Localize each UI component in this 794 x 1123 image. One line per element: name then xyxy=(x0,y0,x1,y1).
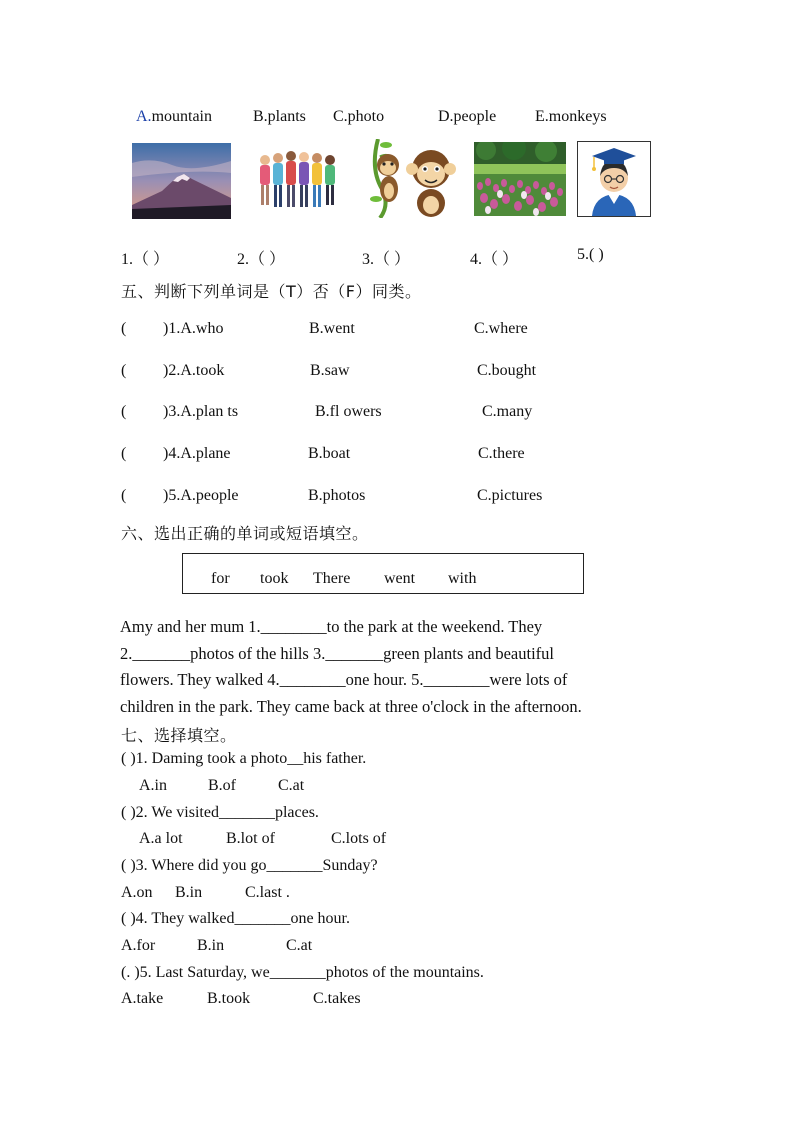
word-bank-item: went xyxy=(384,570,416,587)
word-bank-item: took xyxy=(260,570,289,587)
s7-q2-option-c: C.lots of xyxy=(331,830,387,847)
s7-q5-option-a: A.take xyxy=(121,990,164,1007)
s5-row5-a: )5.A.people xyxy=(163,487,239,504)
option-a-word: mountain xyxy=(151,108,212,125)
s7-q1-option-b: B.of xyxy=(208,777,236,794)
cloze-passage xyxy=(120,614,650,720)
s5-row1-paren[interactable]: ( xyxy=(121,320,127,337)
s5-row2-c: C.bought xyxy=(477,362,537,379)
section5-heading: 五、判断下列单词是（T）否（F）同类。 xyxy=(121,282,422,301)
passage-line: Amy and her mum 1.________to the park at the weekend. They xyxy=(120,617,543,636)
s5-row3-paren[interactable]: ( xyxy=(121,403,127,420)
s5-row4-paren[interactable]: ( xyxy=(121,445,127,462)
s7-q2-option-b: B.lot of xyxy=(226,830,275,847)
answer-slot-3[interactable]: 3.（ ） xyxy=(362,251,411,268)
s5-row2-b: B.saw xyxy=(310,362,350,379)
s7-q4-option-a: A.for xyxy=(121,937,156,954)
answer-slot-2[interactable]: 2.（ ） xyxy=(237,251,286,268)
answer-slot-1[interactable]: 1.（ ） xyxy=(121,251,170,268)
s7-q1-option-c: C.at xyxy=(278,777,305,794)
s7-question-4[interactable]: ( )4. They walked_______one hour. xyxy=(121,910,350,927)
option-c: C.photo xyxy=(333,108,385,125)
option-a-letter: A. xyxy=(136,108,152,125)
option-a xyxy=(136,108,212,126)
s5-row4-b: B.boat xyxy=(308,445,351,462)
passage-line: children in the park. They came back at three o'clock in the afternoon. xyxy=(120,696,582,716)
mountain-picture xyxy=(132,143,231,219)
s7-q1-option-a: A.in xyxy=(139,777,167,794)
s5-row1-a: )1.A.who xyxy=(163,320,224,337)
section6-heading: 六、选出正确的单词或短语填空。 xyxy=(121,524,369,543)
s5-row3-a: )3.A.plan ts xyxy=(163,403,239,420)
s7-q3-option-c: C.last . xyxy=(245,884,290,901)
tulip-flowers-picture xyxy=(474,142,566,216)
s5-row2-a: )2.A.took xyxy=(163,362,225,379)
people-group-picture xyxy=(255,146,339,212)
answer-slot-5[interactable]: 5.( ) xyxy=(577,246,604,263)
option-b: B.plants xyxy=(253,108,306,125)
s7-question-5[interactable]: (. )5. Last Saturday, we_______photos of the mountains. xyxy=(121,964,484,981)
word-bank-item: There xyxy=(313,570,351,587)
s5-row5-b: B.photos xyxy=(308,487,366,504)
word-bank-item: for xyxy=(211,570,230,587)
s5-row1-b: B.went xyxy=(309,320,355,337)
s7-q3-option-a: A.on xyxy=(121,884,153,901)
section7-heading: 七、选择填空。 xyxy=(121,726,237,745)
s5-row3-b: B.fl owers xyxy=(315,403,382,420)
s7-q5-option-b: B.took xyxy=(207,990,251,1007)
passage-line: 2._______photos of the hills 3._______green plants and beautiful xyxy=(120,643,554,663)
s7-q5-option-c: C.takes xyxy=(313,990,361,1007)
s7-question-1[interactable]: ( )1. Daming took a photo__his father. xyxy=(121,750,367,767)
graduate-person-picture xyxy=(577,141,651,217)
word-bank-item: with xyxy=(448,570,477,587)
s7-question-2[interactable]: ( )2. We visited_______places. xyxy=(121,804,319,821)
s7-q3-option-b: B.in xyxy=(175,884,203,901)
s5-row3-c: C.many xyxy=(482,403,533,420)
s5-row2-paren[interactable]: ( xyxy=(121,362,127,379)
s5-row5-c: C.pictures xyxy=(477,487,543,504)
answer-slot-4[interactable]: 4.（ ） xyxy=(470,251,519,268)
option-e: E.monkeys xyxy=(535,108,607,125)
s7-question-3[interactable]: ( )3. Where did you go_______Sunday? xyxy=(121,857,378,874)
passage-line: flowers. They walked 4.________one hour. 5.________were lots of xyxy=(120,670,568,689)
s7-q2-option-a: A.a lot xyxy=(139,830,183,847)
s5-row5-paren[interactable]: ( xyxy=(121,487,127,504)
s5-row1-c: C.where xyxy=(474,320,528,337)
s7-q4-option-b: B.in xyxy=(197,937,225,954)
option-d: D.people xyxy=(438,108,497,125)
s5-row4-c: C.there xyxy=(478,445,525,462)
s7-q4-option-c: C.at xyxy=(286,937,313,954)
word-bank-box xyxy=(182,553,584,594)
s5-row4-a: )4.A.plane xyxy=(163,445,231,462)
monkeys-picture xyxy=(356,139,464,218)
